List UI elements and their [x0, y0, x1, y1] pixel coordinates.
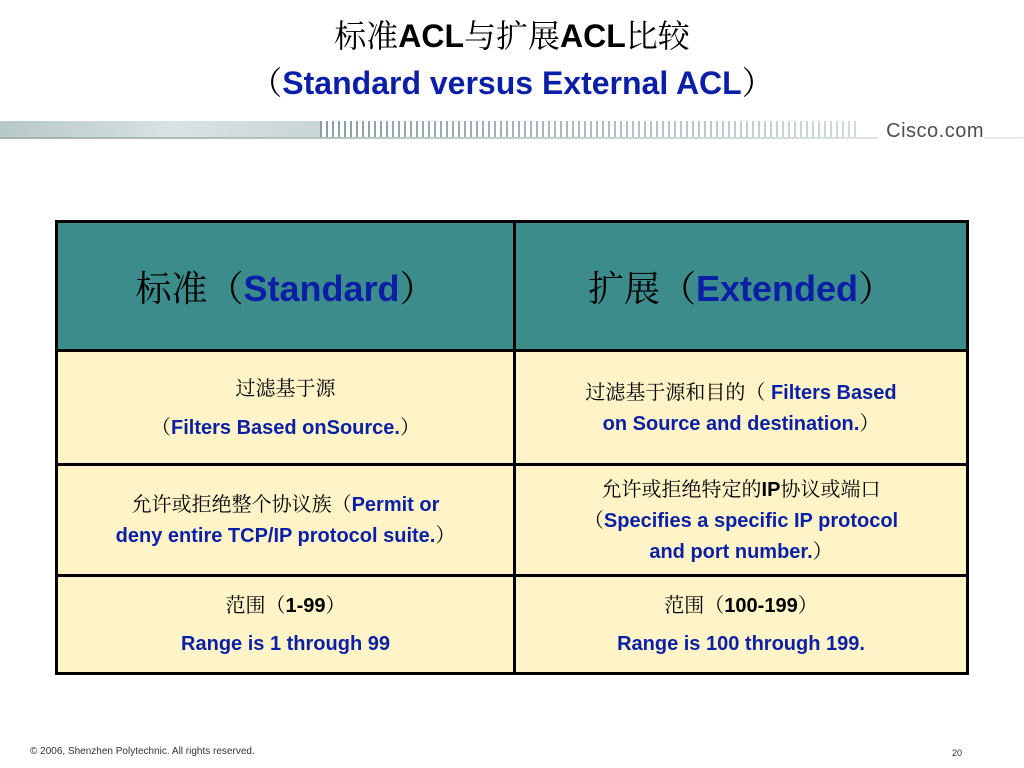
cell-text-en: and port number. — [649, 540, 813, 563]
cell-text-en: 1-99 — [285, 595, 326, 617]
cell-text-cn: 范围（ — [664, 593, 725, 617]
cell-text-en: on Source and destination. — [602, 412, 860, 435]
header-extended — [516, 223, 966, 349]
cell-extended-filter — [516, 352, 966, 463]
header-extended-close: ） — [858, 268, 895, 310]
subtitle-open-paren: （ — [250, 64, 283, 102]
cell-text-paren: （ — [151, 414, 172, 439]
cell-text-cn: 协议或端口 — [780, 476, 881, 501]
subtitle-text: Standard versus External ACL — [282, 65, 742, 101]
cell-text-en: Filters Based onSource. — [171, 416, 400, 439]
title-en-2: ACL — [560, 18, 626, 54]
cell-text-paren: ） — [797, 593, 818, 617]
cell-extended-range — [516, 577, 966, 672]
cell-text-cn: 过滤基于源 — [235, 375, 336, 400]
cell-text-en: Range is 100 through 199. — [617, 633, 865, 655]
header-extended-en: Extended — [695, 267, 859, 309]
table-row — [58, 352, 966, 463]
cell-text-paren: ） — [399, 414, 420, 439]
copyright-footer: © 2006, Shenzhen Polytechnic. All rights reserved. — [30, 746, 255, 757]
subtitle-close-paren: ） — [741, 64, 774, 102]
cell-text-en: deny entire TCP/IP protocol suite. — [115, 525, 436, 547]
header-standard-en: Standard — [243, 267, 400, 309]
cell-text-paren: ） — [859, 410, 880, 435]
cell-text-en: 100-199 — [724, 595, 798, 617]
slide-title — [0, 16, 1024, 56]
table-header-row — [58, 223, 966, 349]
header-banner — [0, 118, 1024, 144]
title-cn-1: 标准 — [334, 17, 399, 55]
title-cn-2: 与扩展 — [463, 17, 560, 55]
cell-text-paren: ） — [435, 523, 456, 547]
header-standard — [58, 223, 513, 349]
comparison-table — [55, 220, 969, 675]
banner-baseline — [0, 137, 1024, 139]
cell-text-cn: 允许或拒绝特定的 — [601, 476, 762, 501]
cell-standard-filter — [58, 352, 513, 463]
page-number: 20 — [951, 748, 962, 758]
table-row — [58, 466, 966, 574]
cell-standard-range — [58, 577, 513, 672]
cell-text-en: Permit or — [351, 494, 440, 516]
cell-text-en: Specifies a specific IP protocol — [603, 509, 899, 532]
cell-text-paren: （ — [583, 507, 604, 532]
cell-text-en: IP — [761, 478, 781, 501]
cell-text-cn: 允许或拒绝整个协议族（ — [131, 492, 352, 516]
header-extended-cn: 扩展（ — [587, 268, 696, 310]
table-row — [58, 577, 966, 672]
cell-text-en: Range is 1 through 99 — [181, 633, 390, 655]
cell-text-cn: 范围（ — [225, 593, 286, 617]
header-standard-cn: 标准（ — [135, 268, 244, 310]
cisco-logo: Cisco.com — [878, 118, 984, 144]
cell-text-paren: ） — [325, 593, 346, 617]
cell-text-en: Filters Based — [765, 381, 897, 404]
header-standard-close: ） — [399, 268, 436, 310]
title-en-1: ACL — [398, 18, 464, 54]
cell-extended-permit — [516, 466, 966, 574]
cell-standard-permit — [58, 466, 513, 574]
cell-text-paren: ） — [812, 538, 833, 563]
slide-subtitle — [0, 62, 1024, 104]
title-cn-3: 比较 — [625, 17, 690, 55]
cell-text-cn: 过滤基于源和目的（ — [585, 379, 766, 404]
